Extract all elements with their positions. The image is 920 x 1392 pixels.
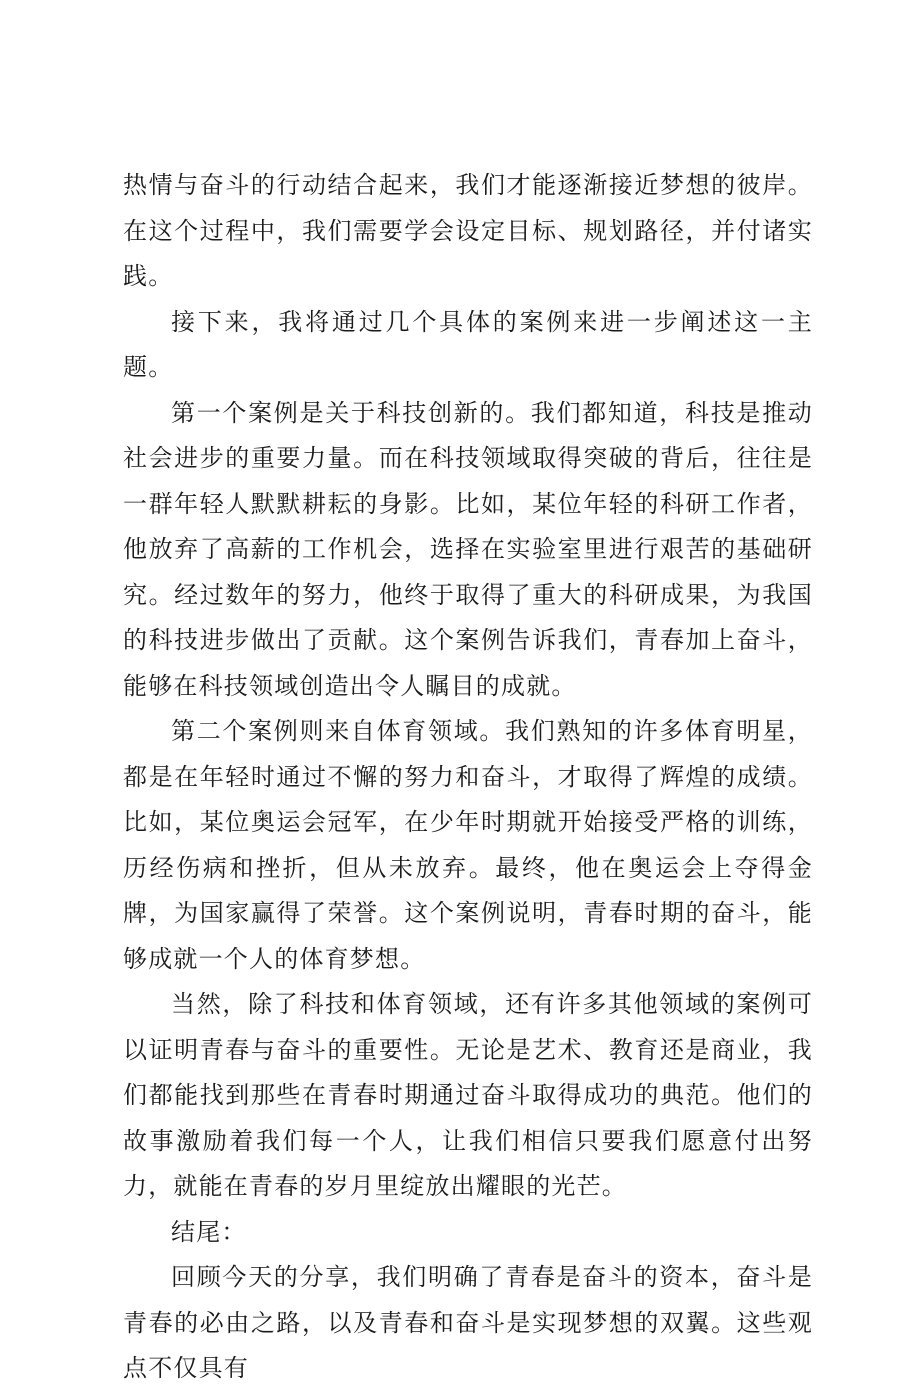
paragraph-other-fields: 当然，除了科技和体育领域，还有许多其他领域的案例可以证明青春与奋斗的重要性。无论是艺术、教育还是商业，我们都能找到那些在青春时期通过奋斗取得成功的典范。他们的故事激励着我们每一个人，让我们相信只要我们愿意付出努力，就能在青春的岁月里绽放出耀眼的光芒。 xyxy=(123,990,813,1200)
paragraph-case-sports: 第二个案例则来自体育领域。我们熟知的许多体育明星，都是在年轻时通过不懈的努力和奋斗，才取得了辉煌的成绩。比如，某位奥运会冠军，在少年时期就开始接受严格的训练，历经伤病和挫折，但从未放弃。最终，他在奥运会上夺得金牌，为国家赢得了荣誉。这个案例说明，青春时期的奋斗，能够成就一个人的体育梦想。 xyxy=(123,717,813,973)
paragraph-case-technology: 第一个案例是关于科技创新的。我们都知道，科技是推动社会进步的重要力量。而在科技领域取得突破的背后，往往是一群年轻人默默耕耘的身影。比如，某位年轻的科研工作者，他放弃了高薪的工作机会，选择在实验室里进行艰苦的基础研究。经过数年的努力，他终于取得了重大的科研成果，为我国的科技进步做出了贡献。这个案例告诉我们，青春加上奋斗，能够在科技领域创造出令人瞩目的成就。 xyxy=(123,398,813,700)
paragraph-transition: 接下来，我将通过几个具体的案例来进一步阐述这一主题。 xyxy=(123,307,813,381)
section-heading-conclusion: 结尾： xyxy=(171,1217,247,1246)
paragraph-continuation: 热情与奋斗的行动结合起来，我们才能逐渐接近梦想的彼岸。在这个过程中，我们需要学会设定目标、规划路径，并付诸实践。 xyxy=(123,171,813,290)
document-body xyxy=(123,163,813,1392)
paragraph-conclusion: 回顾今天的分享，我们明确了青春是奋斗的资本，奋斗是青春的必由之路，以及青春和奋斗是实现梦想的双翼。这些观点不仅具有 xyxy=(123,1263,813,1382)
